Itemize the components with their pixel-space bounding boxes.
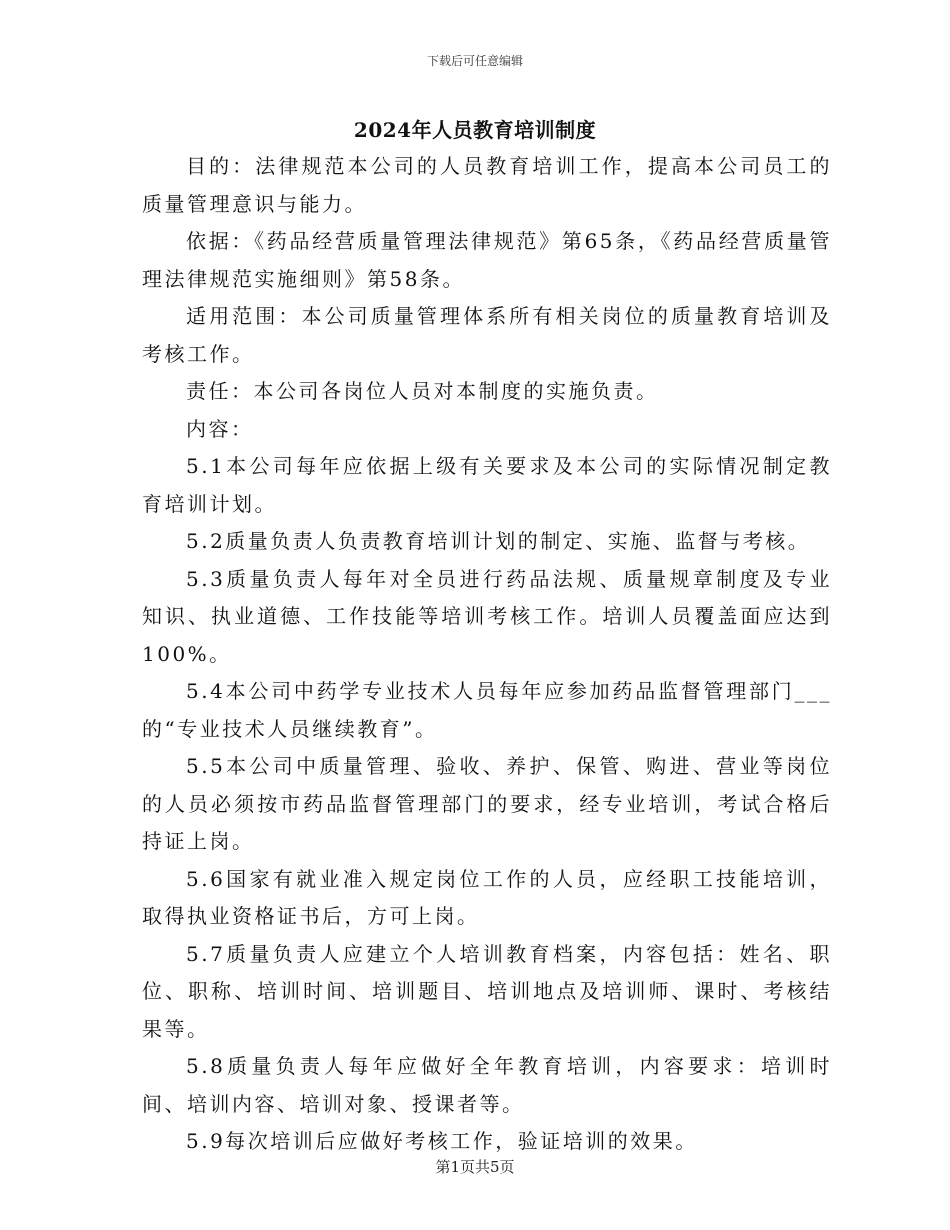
paragraph-content-heading: 内容： [186, 416, 254, 441]
paragraph-5-7: 5.7质量负责人应建立个人培训教育档案，内容包括：姓名、职位、职称、培训时间、培训题目、培训地点及培训师、课时、考核结果等。 [142, 941, 832, 1041]
page-header: 下载后可任意编辑 [426, 54, 523, 68]
paragraph-5-6: 5.6国家有就业准入规定岗位工作的人员，应经职工技能培训，取得执业资格证书后，方可上岗。 [142, 866, 832, 928]
paragraph-5-2: 5.2质量负责人负责教育培训计划的制定、实施、监督与考核。 [186, 529, 811, 553]
document-body [142, 148, 832, 1161]
paragraph-5-9: 5.9每次培训后应做好考核工作，验证培训的效果。 [186, 1129, 698, 1153]
paragraph-5-4: 5.4本公司中药学专业技术人员每年应参加药品监督管理部门___的“专业技术人员继续教育”。 [142, 679, 832, 741]
paragraph-5-8: 5.8质量负责人每年应做好全年教育培训，内容要求：培训时间、培训内容、培训对象、授课者等。 [142, 1054, 832, 1116]
paragraph-basis: 依据：《药品经营质量管理法律规范》第65条，《药品经营质量管理法律规范实施细则》第58条。 [142, 229, 832, 291]
paragraph-5-5: 5.5本公司中质量管理、验收、养护、保管、购进、营业等岗位的人员必须按市药品监督管理部门的要求，经专业培训，考试合格后持证上岗。 [142, 754, 832, 853]
paragraph-scope: 适用范围：本公司质量管理体系所有相关岗位的质量教育培训及考核工作。 [142, 304, 832, 366]
paragraph-responsibility: 责任：本公司各岗位人员对本制度的实施负责。 [186, 379, 659, 403]
paragraph-5-3: 5.3质量负责人每年对全员进行药品法规、质量规章制度及专业知识、执业道德、工作技能等培训考核工作。培训人员覆盖面应达到100%。 [142, 566, 832, 666]
paragraph-5-1: 5.1本公司每年应依据上级有关要求及本公司的实际情况制定教育培训计划。 [142, 454, 832, 516]
page-number: 第1页共5页 [435, 1158, 515, 1176]
paragraph-purpose: 目的：法律规范本公司的人员教育培训工作，提高本公司员工的质量管理意识与能力。 [142, 154, 832, 216]
document-title: 2024年人员教育培训制度 [353, 118, 597, 142]
